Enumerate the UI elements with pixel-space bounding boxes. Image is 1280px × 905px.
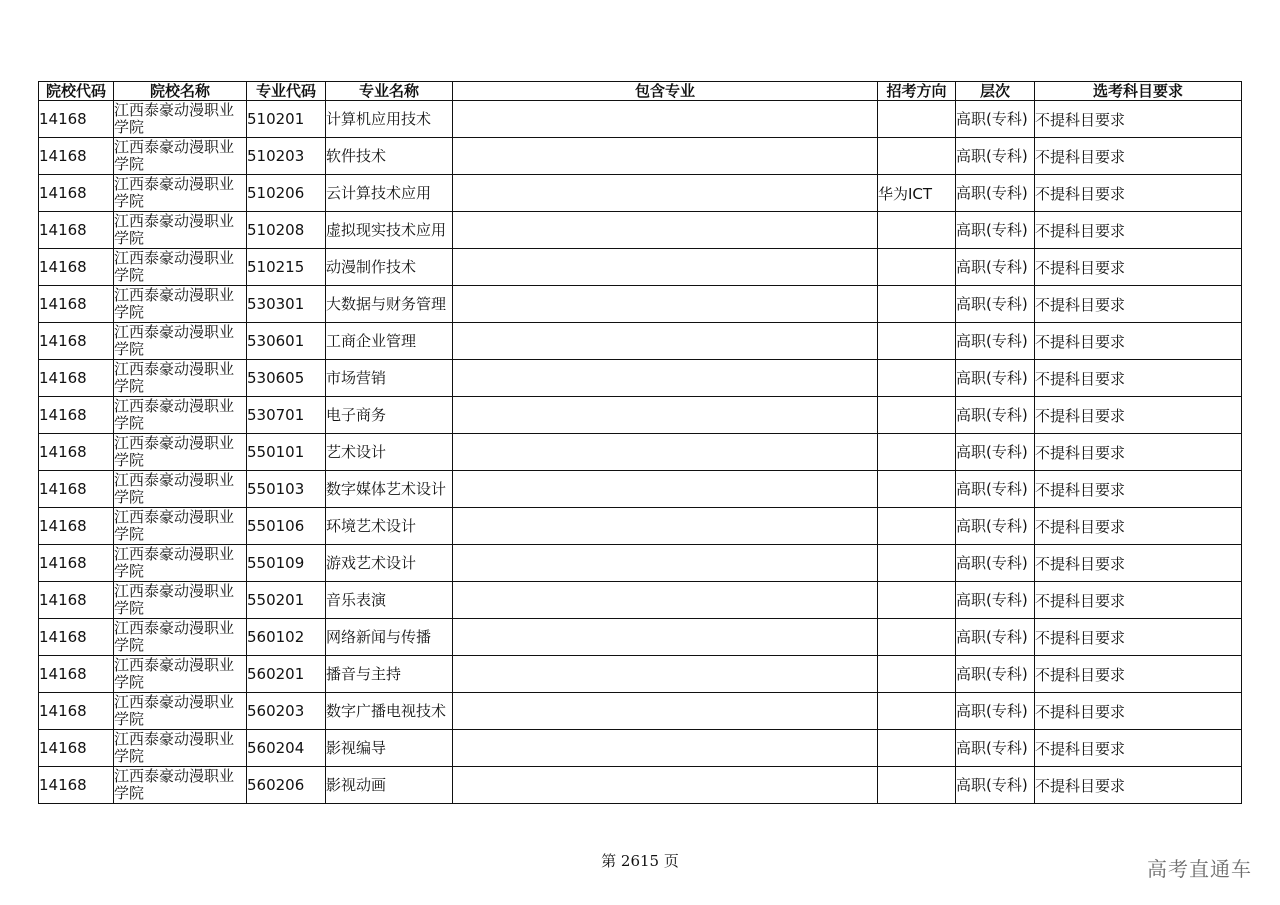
cell-major-name: 环境艺术设计	[326, 508, 453, 545]
cell-school-name: 江西泰豪动漫职业学院	[114, 397, 247, 434]
cell-included-majors	[453, 101, 878, 138]
header-included-majors: 包含专业	[453, 82, 878, 101]
table-row	[39, 360, 1242, 397]
cell-school-name: 江西泰豪动漫职业学院	[114, 767, 247, 804]
cell-subject-requirement: 不提科目要求	[1035, 693, 1242, 730]
cell-school-name: 江西泰豪动漫职业学院	[114, 545, 247, 582]
cell-level: 高职(专科)	[956, 471, 1035, 508]
cell-school-name: 江西泰豪动漫职业学院	[114, 138, 247, 175]
cell-direction	[878, 397, 956, 434]
cell-major-name: 工商企业管理	[326, 323, 453, 360]
cell-major-name: 电子商务	[326, 397, 453, 434]
cell-school-name: 江西泰豪动漫职业学院	[114, 471, 247, 508]
cell-school-name: 江西泰豪动漫职业学院	[114, 360, 247, 397]
cell-major-code: 510206	[247, 175, 326, 212]
cell-school-code: 14168	[39, 138, 114, 175]
cell-school-code: 14168	[39, 508, 114, 545]
cell-included-majors	[453, 693, 878, 730]
cell-major-code: 510203	[247, 138, 326, 175]
cell-school-code: 14168	[39, 693, 114, 730]
cell-direction	[878, 249, 956, 286]
table-row	[39, 249, 1242, 286]
cell-included-majors	[453, 138, 878, 175]
cell-subject-requirement: 不提科目要求	[1035, 545, 1242, 582]
cell-major-name: 动漫制作技术	[326, 249, 453, 286]
cell-level: 高职(专科)	[956, 656, 1035, 693]
cell-direction	[878, 693, 956, 730]
cell-direction	[878, 656, 956, 693]
cell-major-name: 网络新闻与传播	[326, 619, 453, 656]
table-row	[39, 545, 1242, 582]
table-row	[39, 323, 1242, 360]
cell-major-name: 虚拟现实技术应用	[326, 212, 453, 249]
cell-major-name: 游戏艺术设计	[326, 545, 453, 582]
cell-included-majors	[453, 730, 878, 767]
cell-subject-requirement: 不提科目要求	[1035, 471, 1242, 508]
header-direction: 招考方向	[878, 82, 956, 101]
cell-included-majors	[453, 323, 878, 360]
cell-major-code: 510208	[247, 212, 326, 249]
cell-included-majors	[453, 212, 878, 249]
cell-subject-requirement: 不提科目要求	[1035, 249, 1242, 286]
cell-level: 高职(专科)	[956, 212, 1035, 249]
cell-subject-requirement: 不提科目要求	[1035, 619, 1242, 656]
watermark: 高考直通车	[1147, 857, 1252, 881]
cell-included-majors	[453, 286, 878, 323]
table-row	[39, 175, 1242, 212]
table-row	[39, 619, 1242, 656]
cell-subject-requirement: 不提科目要求	[1035, 138, 1242, 175]
table-row	[39, 730, 1242, 767]
table-row	[39, 693, 1242, 730]
cell-subject-requirement: 不提科目要求	[1035, 397, 1242, 434]
table-row	[39, 286, 1242, 323]
cell-major-code: 550101	[247, 434, 326, 471]
cell-level: 高职(专科)	[956, 360, 1035, 397]
cell-included-majors	[453, 656, 878, 693]
cell-direction	[878, 212, 956, 249]
cell-school-code: 14168	[39, 545, 114, 582]
cell-subject-requirement: 不提科目要求	[1035, 767, 1242, 804]
cell-school-name: 江西泰豪动漫职业学院	[114, 212, 247, 249]
cell-school-name: 江西泰豪动漫职业学院	[114, 582, 247, 619]
header-level: 层次	[956, 82, 1035, 101]
cell-major-name: 大数据与财务管理	[326, 286, 453, 323]
cell-direction	[878, 730, 956, 767]
cell-direction	[878, 582, 956, 619]
cell-school-code: 14168	[39, 249, 114, 286]
cell-level: 高职(专科)	[956, 582, 1035, 619]
cell-direction	[878, 360, 956, 397]
cell-major-code: 560204	[247, 730, 326, 767]
cell-school-name: 江西泰豪动漫职业学院	[114, 101, 247, 138]
cell-level: 高职(专科)	[956, 508, 1035, 545]
cell-subject-requirement: 不提科目要求	[1035, 175, 1242, 212]
cell-included-majors	[453, 619, 878, 656]
cell-level: 高职(专科)	[956, 397, 1035, 434]
cell-school-code: 14168	[39, 212, 114, 249]
cell-school-code: 14168	[39, 582, 114, 619]
cell-subject-requirement: 不提科目要求	[1035, 286, 1242, 323]
cell-school-name: 江西泰豪动漫职业学院	[114, 508, 247, 545]
cell-major-name: 音乐表演	[326, 582, 453, 619]
cell-subject-requirement: 不提科目要求	[1035, 323, 1242, 360]
cell-major-code: 530601	[247, 323, 326, 360]
table-row	[39, 656, 1242, 693]
cell-direction	[878, 508, 956, 545]
cell-subject-requirement: 不提科目要求	[1035, 360, 1242, 397]
cell-major-code: 550103	[247, 471, 326, 508]
cell-included-majors	[453, 360, 878, 397]
cell-school-name: 江西泰豪动漫职业学院	[114, 656, 247, 693]
header-school-code: 院校代码	[39, 82, 114, 101]
cell-included-majors	[453, 249, 878, 286]
cell-major-code: 510215	[247, 249, 326, 286]
cell-direction	[878, 286, 956, 323]
cell-level: 高职(专科)	[956, 101, 1035, 138]
cell-major-name: 市场营销	[326, 360, 453, 397]
cell-major-name: 云计算技术应用	[326, 175, 453, 212]
cell-included-majors	[453, 767, 878, 804]
cell-major-name: 播音与主持	[326, 656, 453, 693]
cell-school-code: 14168	[39, 434, 114, 471]
cell-included-majors	[453, 471, 878, 508]
cell-included-majors	[453, 545, 878, 582]
cell-school-name: 江西泰豪动漫职业学院	[114, 286, 247, 323]
cell-major-name: 数字广播电视技术	[326, 693, 453, 730]
cell-direction	[878, 101, 956, 138]
table-row	[39, 212, 1242, 249]
cell-school-name: 江西泰豪动漫职业学院	[114, 693, 247, 730]
header-major-name: 专业名称	[326, 82, 453, 101]
header-row	[39, 82, 1242, 101]
cell-major-code: 550106	[247, 508, 326, 545]
cell-subject-requirement: 不提科目要求	[1035, 434, 1242, 471]
cell-subject-requirement: 不提科目要求	[1035, 212, 1242, 249]
cell-major-code: 510201	[247, 101, 326, 138]
cell-level: 高职(专科)	[956, 323, 1035, 360]
admissions-table	[38, 81, 1242, 804]
cell-direction	[878, 323, 956, 360]
cell-school-code: 14168	[39, 175, 114, 212]
cell-major-code: 560203	[247, 693, 326, 730]
cell-included-majors	[453, 175, 878, 212]
cell-school-code: 14168	[39, 360, 114, 397]
cell-included-majors	[453, 434, 878, 471]
table-row	[39, 434, 1242, 471]
cell-subject-requirement: 不提科目要求	[1035, 508, 1242, 545]
cell-direction	[878, 619, 956, 656]
cell-school-name: 江西泰豪动漫职业学院	[114, 434, 247, 471]
cell-major-code: 550109	[247, 545, 326, 582]
cell-level: 高职(专科)	[956, 693, 1035, 730]
cell-school-code: 14168	[39, 471, 114, 508]
cell-major-code: 530605	[247, 360, 326, 397]
cell-major-name: 计算机应用技术	[326, 101, 453, 138]
table-row	[39, 767, 1242, 804]
cell-subject-requirement: 不提科目要求	[1035, 101, 1242, 138]
table-row	[39, 101, 1242, 138]
cell-school-code: 14168	[39, 101, 114, 138]
cell-direction	[878, 434, 956, 471]
cell-major-code: 560201	[247, 656, 326, 693]
cell-direction	[878, 767, 956, 804]
cell-subject-requirement: 不提科目要求	[1035, 656, 1242, 693]
cell-direction	[878, 471, 956, 508]
cell-major-code: 560206	[247, 767, 326, 804]
cell-school-code: 14168	[39, 767, 114, 804]
cell-direction	[878, 545, 956, 582]
cell-level: 高职(专科)	[956, 175, 1035, 212]
table-row	[39, 471, 1242, 508]
cell-major-code: 560102	[247, 619, 326, 656]
cell-major-code: 530301	[247, 286, 326, 323]
cell-major-code: 530701	[247, 397, 326, 434]
cell-school-name: 江西泰豪动漫职业学院	[114, 730, 247, 767]
cell-major-name: 影视动画	[326, 767, 453, 804]
cell-included-majors	[453, 582, 878, 619]
cell-level: 高职(专科)	[956, 767, 1035, 804]
cell-school-code: 14168	[39, 656, 114, 693]
cell-school-name: 江西泰豪动漫职业学院	[114, 619, 247, 656]
cell-major-name: 数字媒体艺术设计	[326, 471, 453, 508]
cell-major-name: 艺术设计	[326, 434, 453, 471]
table-row	[39, 508, 1242, 545]
cell-level: 高职(专科)	[956, 545, 1035, 582]
cell-subject-requirement: 不提科目要求	[1035, 582, 1242, 619]
cell-subject-requirement: 不提科目要求	[1035, 730, 1242, 767]
cell-direction	[878, 138, 956, 175]
cell-school-code: 14168	[39, 397, 114, 434]
cell-school-name: 江西泰豪动漫职业学院	[114, 323, 247, 360]
cell-school-code: 14168	[39, 619, 114, 656]
table-row	[39, 138, 1242, 175]
cell-included-majors	[453, 397, 878, 434]
cell-major-code: 550201	[247, 582, 326, 619]
cell-school-name: 江西泰豪动漫职业学院	[114, 249, 247, 286]
cell-level: 高职(专科)	[956, 730, 1035, 767]
cell-school-code: 14168	[39, 286, 114, 323]
cell-major-name: 影视编导	[326, 730, 453, 767]
table-body	[39, 101, 1242, 804]
table-row	[39, 582, 1242, 619]
page-number: 第 2615 页	[601, 852, 679, 870]
cell-included-majors	[453, 508, 878, 545]
cell-school-code: 14168	[39, 730, 114, 767]
header-subject-requirement: 选考科目要求	[1035, 82, 1242, 101]
cell-level: 高职(专科)	[956, 434, 1035, 471]
header-school-name: 院校名称	[114, 82, 247, 101]
cell-school-code: 14168	[39, 323, 114, 360]
cell-school-name: 江西泰豪动漫职业学院	[114, 175, 247, 212]
table-row	[39, 397, 1242, 434]
cell-direction: 华为ICT	[878, 175, 956, 212]
header-major-code: 专业代码	[247, 82, 326, 101]
cell-major-name: 软件技术	[326, 138, 453, 175]
cell-level: 高职(专科)	[956, 286, 1035, 323]
cell-level: 高职(专科)	[956, 138, 1035, 175]
cell-level: 高职(专科)	[956, 249, 1035, 286]
cell-level: 高职(专科)	[956, 619, 1035, 656]
